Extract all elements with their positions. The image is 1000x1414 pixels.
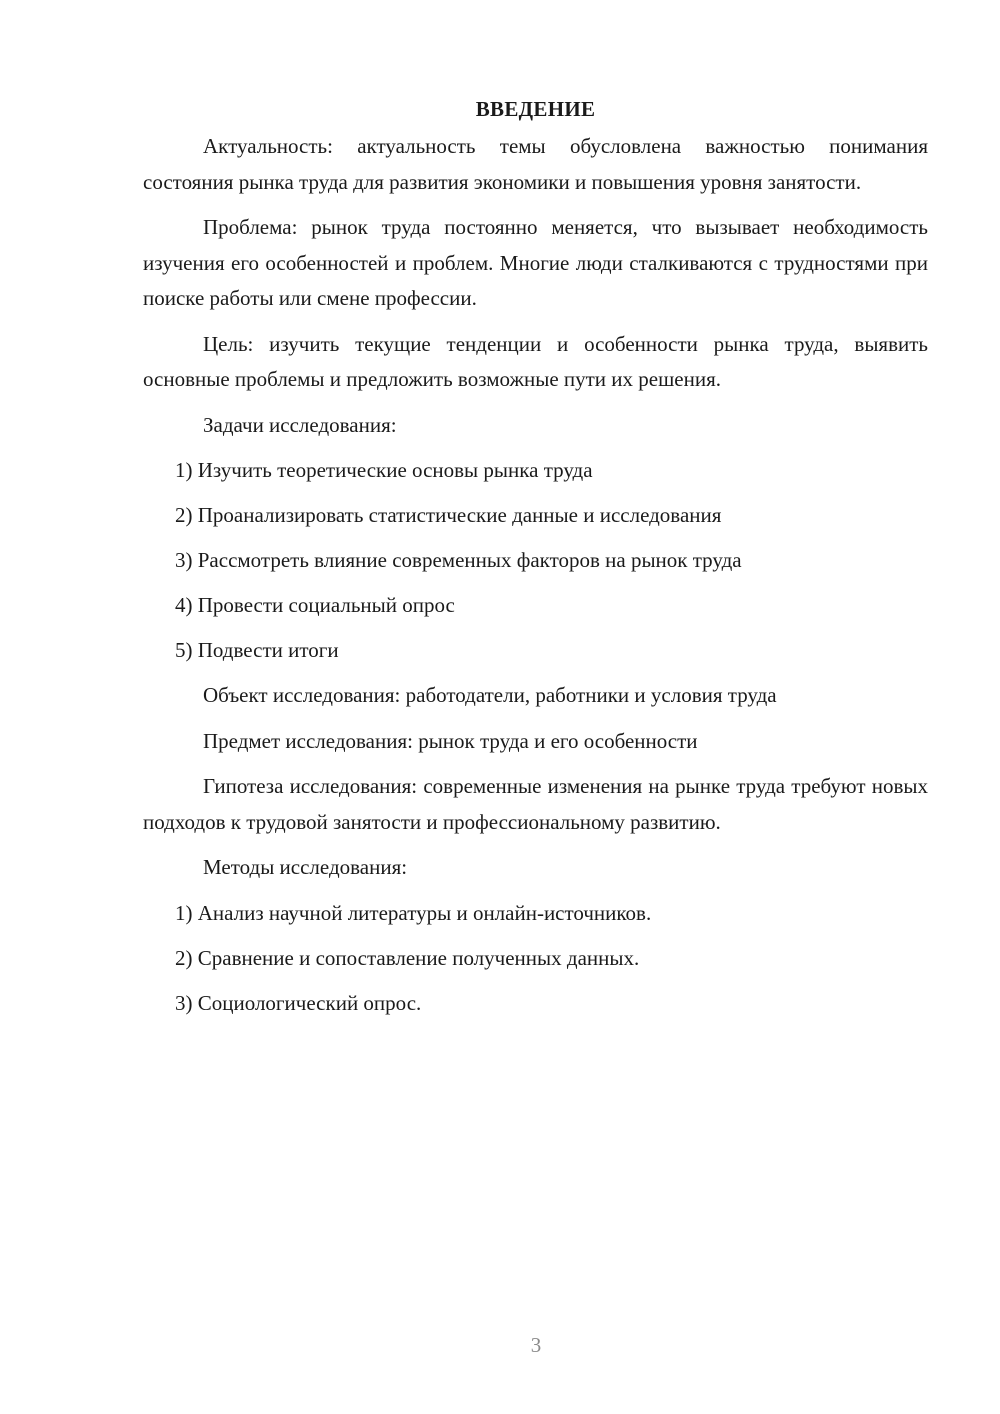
relevance-paragraph: Актуальность: актуальность темы обусловлена важностью понимания состояния рынка труда для развития экономики и повышения уровня занятости.	[143, 134, 928, 194]
document-body	[143, 92, 928, 1031]
subject-paragraph: Предмет исследования: рынок труда и его особенности	[203, 728, 698, 753]
list-item: 1) Изучить теоретические основы рынка труда	[175, 458, 593, 482]
list-item: 2) Проанализировать статистические данные и исследования	[175, 503, 722, 527]
list-item: 1) Анализ научной литературы и онлайн-источников.	[175, 900, 652, 925]
list-item: 3) Социологический опрос.	[175, 990, 422, 1015]
page-title: ВВЕДЕНИЕ	[475, 97, 596, 121]
problem-paragraph: Проблема: рынок труда постоянно меняется, что вызывает необходимость изучения его особенностей и проблем. Многие люди сталкиваются с трудностями при поиске работы или смене профессии.	[143, 215, 928, 310]
methods-list	[143, 896, 928, 1022]
list-item: 2) Сравнение и сопоставление полученных данных.	[175, 945, 640, 970]
tasks-list	[143, 453, 928, 669]
list-item: 5) Подвести итоги	[175, 638, 339, 662]
hypothesis-paragraph: Гипотеза исследования: современные изменения на рынке труда требуют новых подходов к трудовой занятости и профессиональному развитию.	[143, 774, 928, 834]
page-number: 3	[530, 1333, 542, 1357]
list-item: 3) Рассмотреть влияние современных факторов на рынок труда	[175, 548, 742, 572]
goal-paragraph: Цель: изучить текущие тенденции и особенности рынка труда, выявить основные проблемы и предложить возможные пути их решения.	[143, 331, 928, 391]
methods-heading: Методы исследования:	[203, 855, 408, 879]
list-item: 4) Провести социальный опрос	[175, 593, 455, 617]
object-paragraph: Объект исследования: работодатели, работники и условия труда	[203, 683, 777, 707]
tasks-heading: Задачи исследования:	[203, 412, 397, 437]
